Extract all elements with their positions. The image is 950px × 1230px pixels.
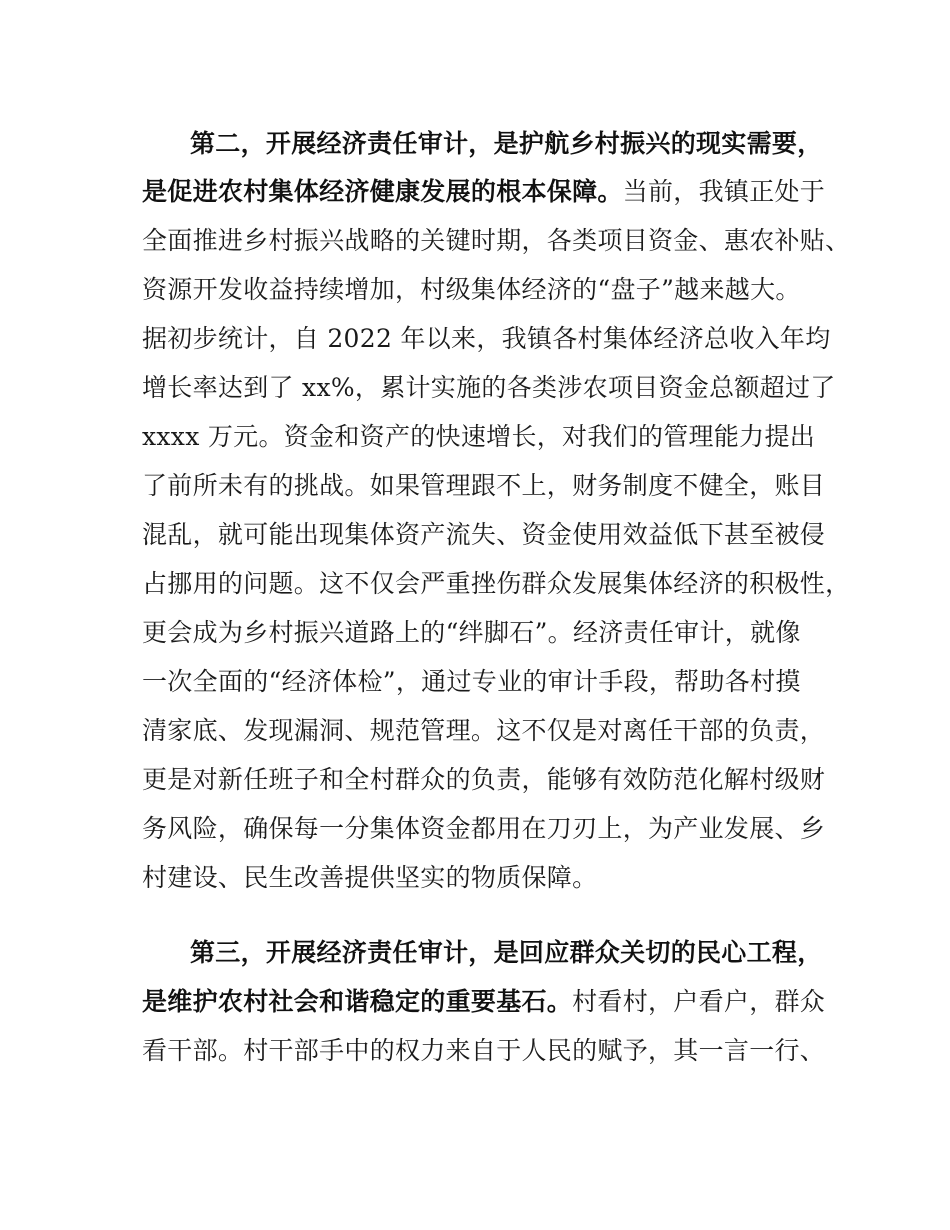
body-text: 混乱，就可能出现集体资产流失、资金使用效益低下甚至被侵	[142, 520, 826, 549]
paragraph-2-line-2	[142, 986, 825, 1018]
body-text: 当前，我镇正处于	[622, 177, 826, 206]
paragraph-1-line-2	[142, 176, 825, 208]
paragraph-1-line-11	[142, 617, 801, 649]
paragraph-1-line-12	[142, 666, 801, 698]
paragraph-2-line-1	[190, 937, 823, 969]
body-text: 务风险，确保每一分集体资金都用在刀刃上，为产业发展、乡	[142, 814, 826, 843]
body-text: 增长率达到了 xx%，累计实施的各类涉农项目资金总额超过了	[142, 373, 836, 402]
body-text: 全面推进乡村振兴战略的关键时期，各类项目资金、惠农补贴、	[142, 226, 851, 255]
paragraph-1-line-10	[142, 568, 850, 600]
body-text: 一次全面的“经济体检”，通过专业的审计手段，帮助各村摸	[142, 667, 801, 696]
bold-heading-text: 第三，开展经济责任审计，是回应群众关切的民心工程，	[190, 938, 823, 967]
bold-heading-text: 是促进农村集体经济健康发展的根本保障。	[142, 177, 623, 206]
body-text: 村看村，户看户，群众	[572, 987, 826, 1016]
bold-heading-text: 第二，开展经济责任审计，是护航乡村振兴的现实需要，	[190, 129, 823, 158]
paragraph-1-line-16	[142, 862, 597, 894]
paragraph-1-line-15	[142, 813, 825, 845]
body-text: 清家底、发现漏洞、规范管理。这不仅是对离任干部的负责，	[142, 716, 826, 745]
paragraph-1-line-5	[142, 323, 831, 355]
body-text: 据初步统计，自 2022 年以来，我镇各村集体经济总收入年均	[142, 324, 831, 353]
paragraph-1-line-14	[142, 764, 825, 796]
paragraph-1-line-13	[142, 715, 825, 747]
body-text: 村建设、民生改善提供坚实的物质保障。	[142, 863, 598, 892]
body-text: xxxx 万元。资金和资产的快速增长，对我们的管理能力提出	[142, 422, 816, 451]
body-text: 占挪用的问题。这不仅会严重挫伤群众发展集体经济的积极性，	[142, 569, 851, 598]
paragraph-1-line-4	[142, 274, 801, 306]
paragraph-1-line-1	[190, 128, 823, 160]
body-text: 了前所未有的挑战。如果管理跟不上，财务制度不健全，账目	[142, 471, 826, 500]
paragraph-1-line-8	[142, 470, 825, 502]
paragraph-1-line-7	[142, 421, 815, 453]
body-text: 更是对新任班子和全村群众的负责，能够有效防范化解村级财	[142, 765, 826, 794]
paragraph-1-line-3	[142, 225, 850, 257]
paragraph-1-line-9	[142, 519, 825, 551]
paragraph-2-line-3	[142, 1035, 825, 1067]
body-text: 看干部。村干部手中的权力来自于人民的赋予，其一言一行、	[142, 1036, 826, 1065]
body-text: 更会成为乡村振兴道路上的“绊脚石”。经济责任审计，就像	[142, 618, 801, 647]
body-text: 资源开发收益持续增加，村级集体经济的“盘子”越来越大。	[142, 275, 801, 304]
bold-heading-text: 是维护农村社会和谐稳定的重要基石。	[142, 987, 573, 1016]
paragraph-1-line-6	[142, 372, 836, 404]
